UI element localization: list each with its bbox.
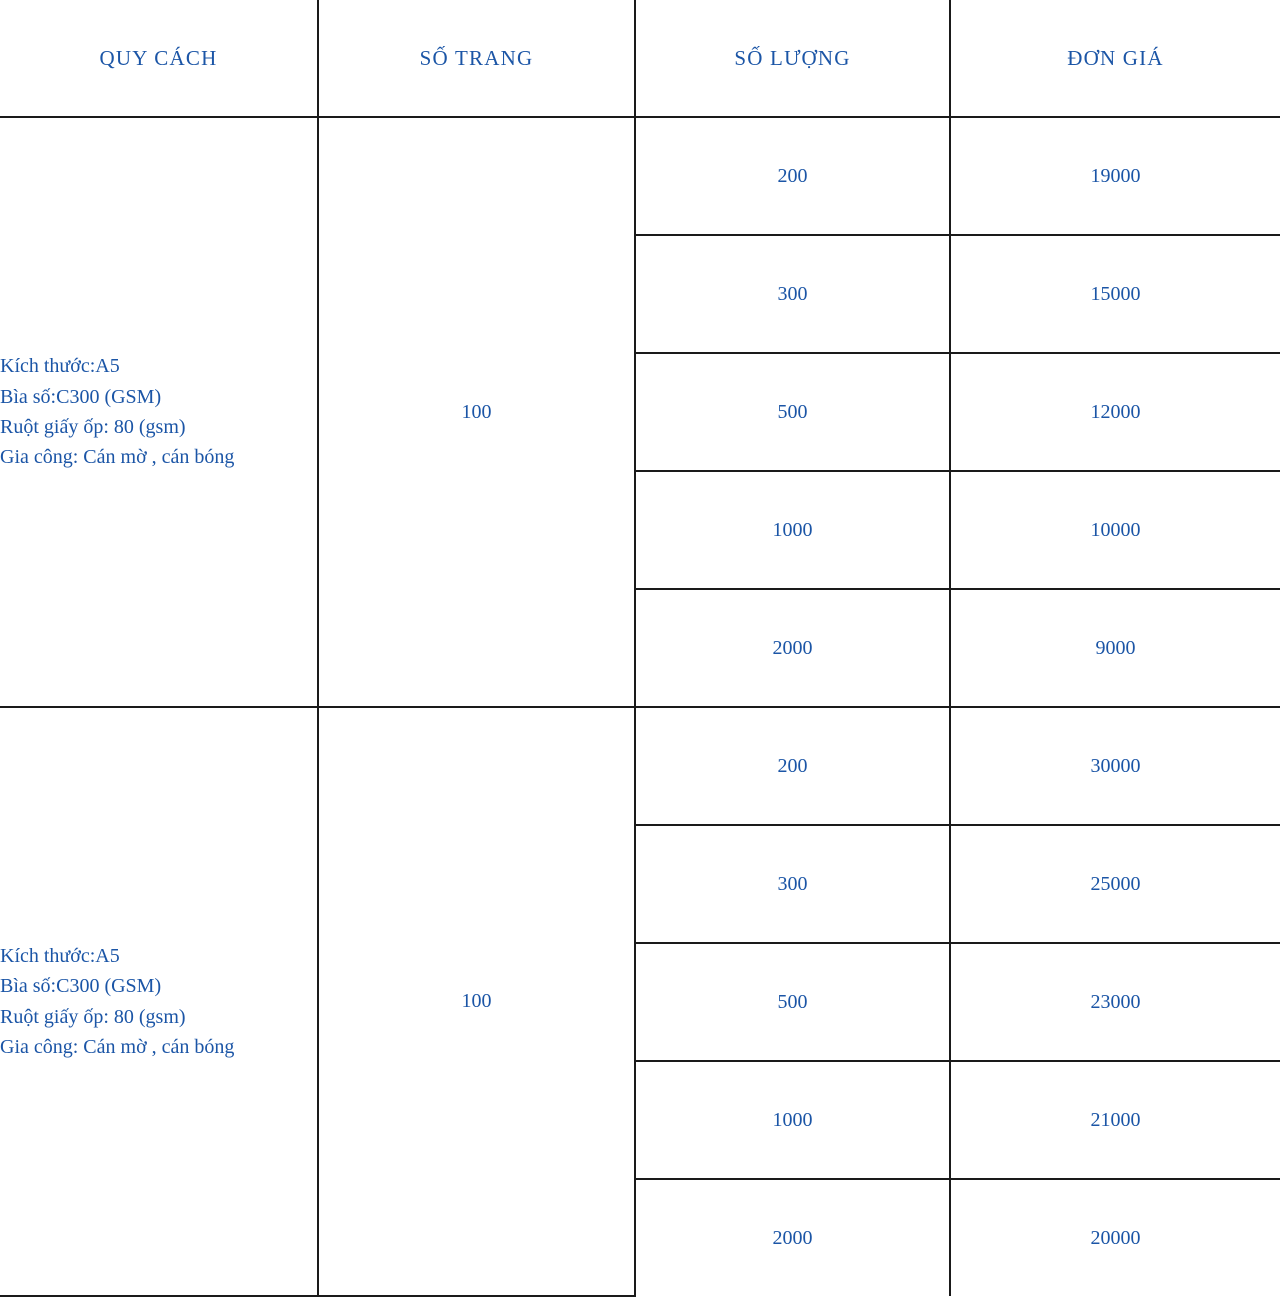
table-row bbox=[0, 707, 1280, 825]
spec-line: Kích thước:A5 bbox=[0, 944, 120, 967]
pages-cell-group-1: 100 bbox=[318, 117, 635, 707]
quantity-cell: 500 bbox=[635, 353, 950, 471]
price-cell: 30000 bbox=[950, 707, 1280, 825]
spec-line: Gia công: Cán mờ , cán bóng bbox=[0, 1035, 235, 1058]
spec-line: Kích thước:A5 bbox=[0, 355, 120, 378]
price-cell: 23000 bbox=[950, 943, 1280, 1061]
column-header-spec: QUY CÁCH bbox=[0, 0, 318, 117]
spec-line: Ruột giấy ốp: 80 (gsm) bbox=[0, 416, 186, 438]
quantity-cell: 200 bbox=[635, 707, 950, 825]
price-cell: 15000 bbox=[950, 235, 1280, 353]
column-header-price: ĐƠN GIÁ bbox=[950, 0, 1280, 117]
quantity-cell: 300 bbox=[635, 825, 950, 943]
quantity-cell: 2000 bbox=[635, 589, 950, 707]
pages-cell-group-2: 100 bbox=[318, 707, 635, 1296]
price-cell: 20000 bbox=[950, 1179, 1280, 1296]
spec-line: Gia công: Cán mờ , cán bóng bbox=[0, 446, 235, 469]
price-cell: 12000 bbox=[950, 353, 1280, 471]
column-header-pages: SỐ TRANG bbox=[318, 0, 635, 117]
quantity-cell: 1000 bbox=[635, 471, 950, 589]
table-header-row bbox=[0, 0, 1280, 117]
price-cell: 9000 bbox=[950, 589, 1280, 707]
table-row bbox=[0, 117, 1280, 235]
quantity-cell: 300 bbox=[635, 235, 950, 353]
spec-cell-group-2 bbox=[0, 707, 318, 1296]
spec-line: Bìa số:C300 (GSM) bbox=[0, 975, 162, 998]
quantity-cell: 2000 bbox=[635, 1179, 950, 1296]
price-cell: 10000 bbox=[950, 471, 1280, 589]
spec-line: Ruột giấy ốp: 80 (gsm) bbox=[0, 1005, 186, 1028]
price-cell: 21000 bbox=[950, 1061, 1280, 1179]
price-cell: 19000 bbox=[950, 117, 1280, 235]
spec-cell-group-1 bbox=[0, 117, 318, 707]
quantity-cell: 1000 bbox=[635, 1061, 950, 1179]
column-header-quantity: SỐ LƯỢNG bbox=[635, 0, 950, 117]
price-cell: 25000 bbox=[950, 825, 1280, 943]
quantity-cell: 200 bbox=[635, 117, 950, 235]
quantity-cell: 500 bbox=[635, 943, 950, 1061]
spec-line: Bìa số:C300 (GSM) bbox=[0, 385, 162, 408]
